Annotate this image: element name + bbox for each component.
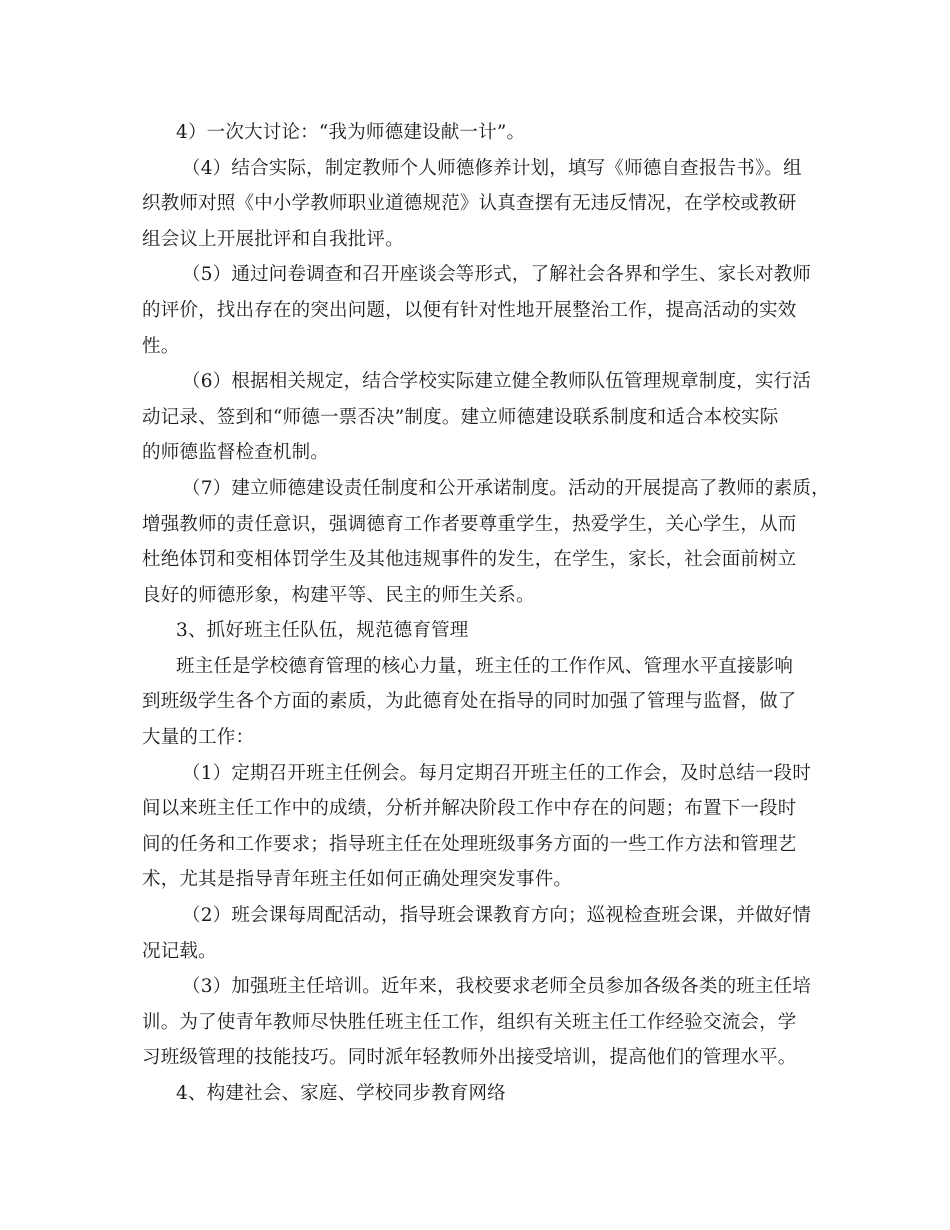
text-line: 杜绝体罚和变相体罚学生及其他违规事件的发生，在学生，家长，社会面前树立	[142, 549, 797, 570]
text-line: 组会议上开展批评和自我批评。	[142, 229, 404, 250]
text-line: 织教师对照《中小学教师职业道德规范》认真查摆有无违反情况，在学校或教研	[142, 193, 797, 214]
text-line: （3）加强班主任培训。近年来，我校要求老师全员参加各级各类的班主任培	[182, 976, 812, 997]
text-line: 术，尤其是指导青年班主任如何正确处理突发事件。	[142, 869, 573, 890]
text-line: （5）通过问卷调查和召开座谈会等形式，了解社会各界和学生、家长对教师	[182, 264, 812, 285]
text-line: 的师德监督检查机制。	[142, 442, 330, 463]
text-line: 习班级管理的技能技巧。同时派年轻教师外出接受培训，提高他们的管理水平。	[142, 1047, 797, 1068]
section-heading: 3、抓好班主任队伍，规范德育管理	[176, 620, 469, 641]
text-line: 的评价，找出存在的突出问题，以便有针对性地开展整治工作，提高活动的实效	[142, 300, 797, 321]
text-line: （1）定期召开班主任例会。每月定期召开班主任的工作会，及时总结一段时	[182, 763, 812, 784]
text-line: （6）根据相关规定，结合学校实际建立健全教师队伍管理规章制度，实行活	[182, 371, 812, 392]
section-heading: 4、构建社会、家庭、学校同步教育网络	[176, 1083, 506, 1104]
text-line: 间的任务和工作要求；指导班主任在处理班级事务方面的一些工作方法和管理艺	[142, 834, 797, 855]
text-line: 间以来班主任工作中的成绩，分析并解决阶段工作中存在的问题；布置下一段时	[142, 798, 797, 819]
text-line: 良好的师德形象，构建平等、民主的师生关系。	[142, 585, 535, 606]
text-line: （7）建立师德建设责任制度和公开承诺制度。活动的开展提高了教师的素质，	[182, 478, 830, 499]
text-line: 到班级学生各个方面的素质，为此德育处在指导的同时加强了管理与监督，做了	[142, 691, 797, 712]
text-line: 况记载。	[142, 941, 217, 962]
text-line: 增强教师的责任意识，强调德育工作者要尊重学生，热爱学生，关心学生，从而	[142, 514, 797, 535]
text-line: 动记录、签到和“师德一票否决”制度。建立师德建设联系制度和适合本校实际	[142, 407, 779, 428]
text-line: 性。	[142, 336, 180, 357]
text-line: 班主任是学校德育管理的核心力量，班主任的工作作风、管理水平直接影响	[176, 656, 794, 677]
text-line: （4）结合实际，制定教师个人师德修养计划，填写《师德自查报告书》。组	[182, 158, 802, 179]
text-line: 大量的工作：	[142, 727, 255, 748]
text-line: 4）一次大讨论：“我为师德建设献一计”。	[176, 122, 526, 143]
text-line: （2）班会课每周配活动，指导班会课教育方向；巡视检查班会课，并做好情	[182, 905, 812, 926]
text-line: 训。为了使青年教师尽快胜任班主任工作，组织有关班主任工作经验交流会，学	[142, 1012, 797, 1033]
